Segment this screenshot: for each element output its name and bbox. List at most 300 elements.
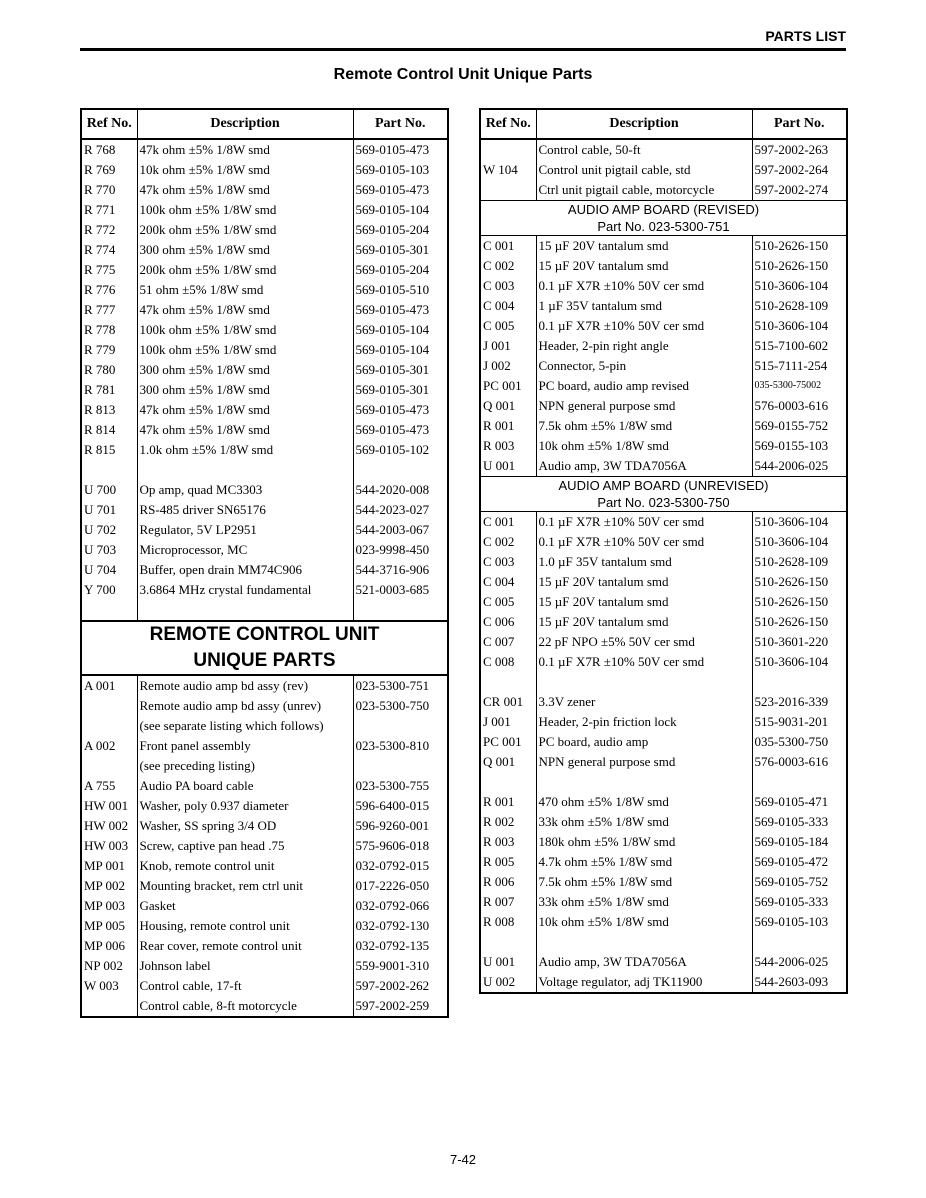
ref-cell [480,180,536,201]
table-row [81,776,448,796]
part-number-cell: 510-3606-104 [752,276,847,296]
table-row [81,936,448,956]
table-row [480,160,847,180]
part-number-cell: 544-2603-093 [752,972,847,993]
part-number-cell: 575-9606-018 [353,836,448,856]
table-row [480,672,847,692]
description-cell: 0.1 µF X7R ±10% 50V cer smd [536,512,752,533]
description-cell: Front panel assembly [137,736,353,756]
table-row [81,420,448,440]
ref-cell: R 781 [81,380,137,400]
part-number-cell: 569-0105-103 [353,160,448,180]
description-cell: Control cable, 50-ft [536,139,752,160]
description-cell: 200k ohm ±5% 1/8W smd [137,260,353,280]
table-row [480,336,847,356]
ref-cell [81,600,137,621]
description-cell: 33k ohm ±5% 1/8W smd [536,892,752,912]
revised-board-section-heading-line2: Part No. 023-5300-751 [597,219,730,234]
description-cell: RS-485 driver SN65176 [137,500,353,520]
ref-cell [81,460,137,480]
ref-cell: U 700 [81,480,137,500]
description-cell: 51 ohm ±5% 1/8W smd [137,280,353,300]
part-number-cell: 032-0792-130 [353,916,448,936]
description-cell: 3.6864 MHz crystal fundamental [137,580,353,600]
ref-cell: HW 002 [81,816,137,836]
ref-cell: C 001 [480,512,536,533]
description-cell: 47k ohm ±5% 1/8W smd [137,139,353,160]
ref-cell: PC 001 [480,732,536,752]
ref-cell: R 778 [81,320,137,340]
ref-cell: W 003 [81,976,137,996]
description-cell: 1.0k ohm ±5% 1/8W smd [137,440,353,460]
part-number-cell: 017-2226-050 [353,876,448,896]
part-number-cell: 569-0105-472 [752,852,847,872]
description-column-header: Description [536,109,752,139]
description-cell: 4.7k ohm ±5% 1/8W smd [536,852,752,872]
ref-cell: Q 001 [480,752,536,772]
description-cell: Mounting bracket, rem ctrl unit [137,876,353,896]
table-row [81,876,448,896]
description-cell: 180k ohm ±5% 1/8W smd [536,832,752,852]
description-cell: Header, 2-pin right angle [536,336,752,356]
table-row [480,792,847,812]
table-row [480,296,847,316]
left-table-header [81,109,448,139]
ref-cell: MP 006 [81,936,137,956]
description-cell: Buffer, open drain MM74C906 [137,560,353,580]
description-cell: Control cable, 17-ft [137,976,353,996]
table-row [480,316,847,336]
part-number-cell: 569-0105-333 [752,812,847,832]
table-row [81,380,448,400]
description-cell: 0.1 µF X7R ±10% 50V cer smd [536,652,752,672]
ref-cell: R 777 [81,300,137,320]
table-row [81,260,448,280]
table-row [480,592,847,612]
description-cell: (see preceding listing) [137,756,353,776]
description-cell: Connector, 5-pin [536,356,752,376]
table-row [81,240,448,260]
part-number-cell: 569-0105-473 [353,420,448,440]
part-number-cell: 544-2006-025 [752,456,847,477]
description-cell: 15 µF 20V tantalum smd [536,236,752,257]
part-number-cell: 510-3606-104 [752,652,847,672]
ref-cell [480,139,536,160]
description-cell: PC board, audio amp revised [536,376,752,396]
description-cell: 47k ohm ±5% 1/8W smd [137,400,353,420]
description-cell [536,672,752,692]
description-cell: (see separate listing which follows) [137,716,353,736]
description-cell: Remote audio amp bd assy (unrev) [137,696,353,716]
ref-cell: MP 005 [81,916,137,936]
part-number-cell: 576-0003-616 [752,396,847,416]
table-row [480,512,847,533]
description-cell: 7.5k ohm ±5% 1/8W smd [536,872,752,892]
ref-cell: HW 001 [81,796,137,816]
description-cell: 300 ohm ±5% 1/8W smd [137,380,353,400]
part-number-cell: 569-0105-204 [353,220,448,240]
description-cell: 3.3V zener [536,692,752,712]
description-cell: Voltage regulator, adj TK11900 [536,972,752,993]
part-number-cell: 515-7100-602 [752,336,847,356]
ref-cell: C 002 [480,256,536,276]
ref-cell: J 001 [480,336,536,356]
table-row [480,416,847,436]
description-cell: 0.1 µF X7R ±10% 50V cer smd [536,316,752,336]
description-cell: Washer, SS spring 3/4 OD [137,816,353,836]
ref-cell: MP 003 [81,896,137,916]
description-cell: Control cable, 8-ft motorcycle [137,996,353,1017]
part-number-cell: 597-2002-264 [752,160,847,180]
description-cell: Remote audio amp bd assy (rev) [137,675,353,696]
table-row [480,872,847,892]
table-row [480,376,847,396]
part-number-cell: 569-0105-301 [353,380,448,400]
description-cell: Washer, poly 0.937 diameter [137,796,353,816]
ref-column-header: Ref No. [81,109,137,139]
part-number-cell: 023-9998-450 [353,540,448,560]
ref-cell: C 001 [480,236,536,257]
ref-cell: R 003 [480,832,536,852]
part-number-cell: 510-2626-150 [752,572,847,592]
table-row [81,836,448,856]
table-row [81,200,448,220]
remote-control-section-heading-line1: REMOTE CONTROL UNIT [149,624,380,645]
table-row [81,580,448,600]
part-column-header: Part No. [353,109,448,139]
ref-cell [81,996,137,1017]
ref-cell: J 002 [480,356,536,376]
table-row [480,532,847,552]
ref-cell: C 006 [480,612,536,632]
part-number-cell: 521-0003-685 [353,580,448,600]
ref-cell: C 003 [480,276,536,296]
ref-cell: Y 700 [81,580,137,600]
ref-cell: U 702 [81,520,137,540]
ref-cell: R 772 [81,220,137,240]
table-row [480,356,847,376]
table-row [81,856,448,876]
description-cell: Rear cover, remote control unit [137,936,353,956]
ref-cell: R 768 [81,139,137,160]
ref-cell: R 771 [81,200,137,220]
table-row [480,552,847,572]
description-cell: Op amp, quad MC3303 [137,480,353,500]
ref-cell [480,672,536,692]
table-row [81,300,448,320]
ref-cell: U 002 [480,972,536,993]
table-row [81,916,448,936]
table-row [480,396,847,416]
description-cell: 0.1 µF X7R ±10% 50V cer smd [536,276,752,296]
part-number-cell [752,932,847,952]
ref-cell: PC 001 [480,376,536,396]
description-cell: 15 µF 20V tantalum smd [536,612,752,632]
part-number-cell: 569-0105-473 [353,180,448,200]
description-cell: 100k ohm ±5% 1/8W smd [137,200,353,220]
part-number-cell: 544-2023-027 [353,500,448,520]
part-number-cell: 510-3606-104 [752,512,847,533]
part-number-cell [752,672,847,692]
part-number-cell: 510-2628-109 [752,296,847,316]
description-cell: 470 ohm ±5% 1/8W smd [536,792,752,812]
revised-board-section-heading-line1: AUDIO AMP BOARD (REVISED) [567,202,760,217]
ref-cell: CR 001 [480,692,536,712]
part-number-cell: 597-2002-259 [353,996,448,1017]
table-row [480,692,847,712]
table-row [480,612,847,632]
ref-cell: R 001 [480,792,536,812]
part-number-cell: 544-2006-025 [752,952,847,972]
ref-cell: R 814 [81,420,137,440]
part-number-cell: 569-0105-204 [353,260,448,280]
ref-cell: C 005 [480,316,536,336]
part-column-header: Part No. [752,109,847,139]
table-row [81,600,448,621]
ref-cell: R 005 [480,852,536,872]
part-number-cell: 510-2626-150 [752,612,847,632]
part-number-cell: 510-2626-150 [752,256,847,276]
ref-cell: W 104 [480,160,536,180]
left-parts-table [80,108,449,1018]
unrevised-board-section-heading-title [480,477,847,512]
table-row [480,852,847,872]
part-number-cell: 569-0105-333 [752,892,847,912]
ref-cell: J 001 [480,712,536,732]
description-cell: Audio PA board cable [137,776,353,796]
part-number-cell: 569-0105-473 [353,300,448,320]
description-cell [137,600,353,621]
part-number-cell: 569-0105-102 [353,440,448,460]
table-row [81,696,448,716]
part-number-cell [353,756,448,776]
part-number-cell: 569-0105-301 [353,240,448,260]
table-row [480,436,847,456]
ref-cell: R 815 [81,440,137,460]
table-row [81,320,448,340]
unrevised-board-section-heading-line1: AUDIO AMP BOARD (UNREVISED) [558,478,769,493]
ref-cell: U 001 [480,456,536,477]
table-row [81,816,448,836]
right-parts-table [479,108,848,994]
part-number-cell: 035-5300-75002 [752,376,847,396]
ref-cell: R 001 [480,416,536,436]
table-row [81,956,448,976]
table-row [480,652,847,672]
description-cell: 300 ohm ±5% 1/8W smd [137,240,353,260]
table-row [81,520,448,540]
part-number-cell [353,716,448,736]
ref-cell: C 002 [480,532,536,552]
table-row [81,976,448,996]
table-row [81,460,448,480]
description-cell [536,772,752,792]
part-number-cell: 569-0105-510 [353,280,448,300]
table-row [81,480,448,500]
part-number-cell: 597-2002-263 [752,139,847,160]
table-row [480,972,847,993]
part-number-cell: 559-9001-310 [353,956,448,976]
table-row [81,675,448,696]
ref-cell: R 003 [480,436,536,456]
table-row [81,139,448,160]
description-cell: Johnson label [137,956,353,976]
table-row [480,932,847,952]
remote-control-section-heading-line2: UNIQUE PARTS [193,650,336,671]
table-row [81,736,448,756]
ref-cell: R 775 [81,260,137,280]
description-cell: 300 ohm ±5% 1/8W smd [137,360,353,380]
ref-cell [81,696,137,716]
description-cell: 200k ohm ±5% 1/8W smd [137,220,353,240]
part-number-cell: 569-0155-752 [752,416,847,436]
description-cell: 15 µF 20V tantalum smd [536,572,752,592]
part-number-cell: 032-0792-066 [353,896,448,916]
remote-control-section-heading [81,621,448,675]
part-number-cell: 035-5300-750 [752,732,847,752]
ref-cell: U 703 [81,540,137,560]
description-cell: NPN general purpose smd [536,752,752,772]
table-row [81,280,448,300]
part-number-cell: 510-2626-150 [752,236,847,257]
ref-cell: NP 002 [81,956,137,976]
table-row [81,360,448,380]
description-cell: 47k ohm ±5% 1/8W smd [137,300,353,320]
description-cell: Gasket [137,896,353,916]
part-number-cell: 523-2016-339 [752,692,847,712]
page-title: Remote Control Unit Unique Parts [333,66,593,83]
table-row [480,832,847,852]
part-number-cell: 544-3716-906 [353,560,448,580]
ref-cell: C 008 [480,652,536,672]
part-number-cell: 510-3606-104 [752,316,847,336]
description-cell: Audio amp, 3W TDA7056A [536,456,752,477]
table-row [81,716,448,736]
unrevised-board-section-heading-line2: Part No. 023-5300-750 [597,495,730,510]
ref-cell: C 005 [480,592,536,612]
description-cell: 47k ohm ±5% 1/8W smd [137,180,353,200]
description-cell: PC board, audio amp [536,732,752,752]
ref-cell: A 002 [81,736,137,756]
description-cell: Microprocessor, MC [137,540,353,560]
ref-column-header: Ref No. [480,109,536,139]
part-number-cell: 569-0105-104 [353,200,448,220]
part-number-cell: 569-0105-103 [752,912,847,932]
table-row [480,180,847,201]
table-row [81,540,448,560]
ref-cell: R 007 [480,892,536,912]
ref-cell: R 780 [81,360,137,380]
table-row [81,560,448,580]
ref-cell: A 755 [81,776,137,796]
table-row [81,500,448,520]
ref-cell [81,756,137,776]
page-number: 7-42 [449,1152,477,1167]
part-number-cell [353,600,448,621]
table-row [81,996,448,1017]
part-number-cell: 032-0792-015 [353,856,448,876]
table-row [480,712,847,732]
part-number-cell [752,772,847,792]
description-cell: 7.5k ohm ±5% 1/8W smd [536,416,752,436]
part-number-cell: 569-0105-473 [353,400,448,420]
part-number-cell: 544-2020-008 [353,480,448,500]
ref-cell [480,772,536,792]
description-column-header: Description [137,109,353,139]
right-table-header [480,109,847,139]
description-cell: NPN general purpose smd [536,396,752,416]
ref-cell: U 001 [480,952,536,972]
description-cell [536,932,752,952]
section-header: PARTS LIST [765,28,846,44]
description-cell: Control unit pigtail cable, std [536,160,752,180]
description-cell: 10k ohm ±5% 1/8W smd [536,912,752,932]
description-cell: Knob, remote control unit [137,856,353,876]
ref-cell [81,716,137,736]
part-number-cell: 510-2626-150 [752,592,847,612]
description-cell: Regulator, 5V LP2951 [137,520,353,540]
description-cell: 47k ohm ±5% 1/8W smd [137,420,353,440]
part-number-cell: 569-0105-104 [353,320,448,340]
header-rule [80,48,846,51]
part-number-cell: 597-2002-274 [752,180,847,201]
description-cell: 100k ohm ±5% 1/8W smd [137,340,353,360]
table-row [81,220,448,240]
table-row [81,796,448,816]
description-cell: Housing, remote control unit [137,916,353,936]
part-number-cell: 510-3606-104 [752,532,847,552]
ref-cell: R 779 [81,340,137,360]
ref-cell: A 001 [81,675,137,696]
ref-cell: R 813 [81,400,137,420]
description-cell: 33k ohm ±5% 1/8W smd [536,812,752,832]
part-number-cell: 597-2002-262 [353,976,448,996]
ref-cell: C 004 [480,572,536,592]
part-number-cell: 569-0105-752 [752,872,847,892]
description-cell: 15 µF 20V tantalum smd [536,592,752,612]
description-cell: Screw, captive pan head .75 [137,836,353,856]
part-number-cell: 023-5300-755 [353,776,448,796]
table-row [480,752,847,772]
part-number-cell: 576-0003-616 [752,752,847,772]
part-number-cell: 510-2628-109 [752,552,847,572]
part-number-cell: 515-9031-201 [752,712,847,732]
table-row [480,812,847,832]
table-row [480,139,847,160]
table-row [480,456,847,477]
table-row [480,276,847,296]
part-number-cell: 569-0105-473 [353,139,448,160]
part-number-cell: 023-5300-751 [353,675,448,696]
table-row [480,732,847,752]
part-number-cell: 515-7111-254 [752,356,847,376]
part-number-cell: 569-0105-301 [353,360,448,380]
table-row [480,952,847,972]
table-row [81,896,448,916]
ref-cell: C 007 [480,632,536,652]
table-row [480,772,847,792]
table-row [81,160,448,180]
table-row [81,340,448,360]
table-row [480,892,847,912]
revised-board-section-heading-title [480,201,847,236]
part-number-cell: 569-0105-104 [353,340,448,360]
part-number-cell: 569-0105-184 [752,832,847,852]
description-cell: 0.1 µF X7R ±10% 50V cer smd [536,532,752,552]
table-row [480,236,847,257]
unrevised-board-section-heading [480,477,847,512]
ref-cell: R 006 [480,872,536,892]
